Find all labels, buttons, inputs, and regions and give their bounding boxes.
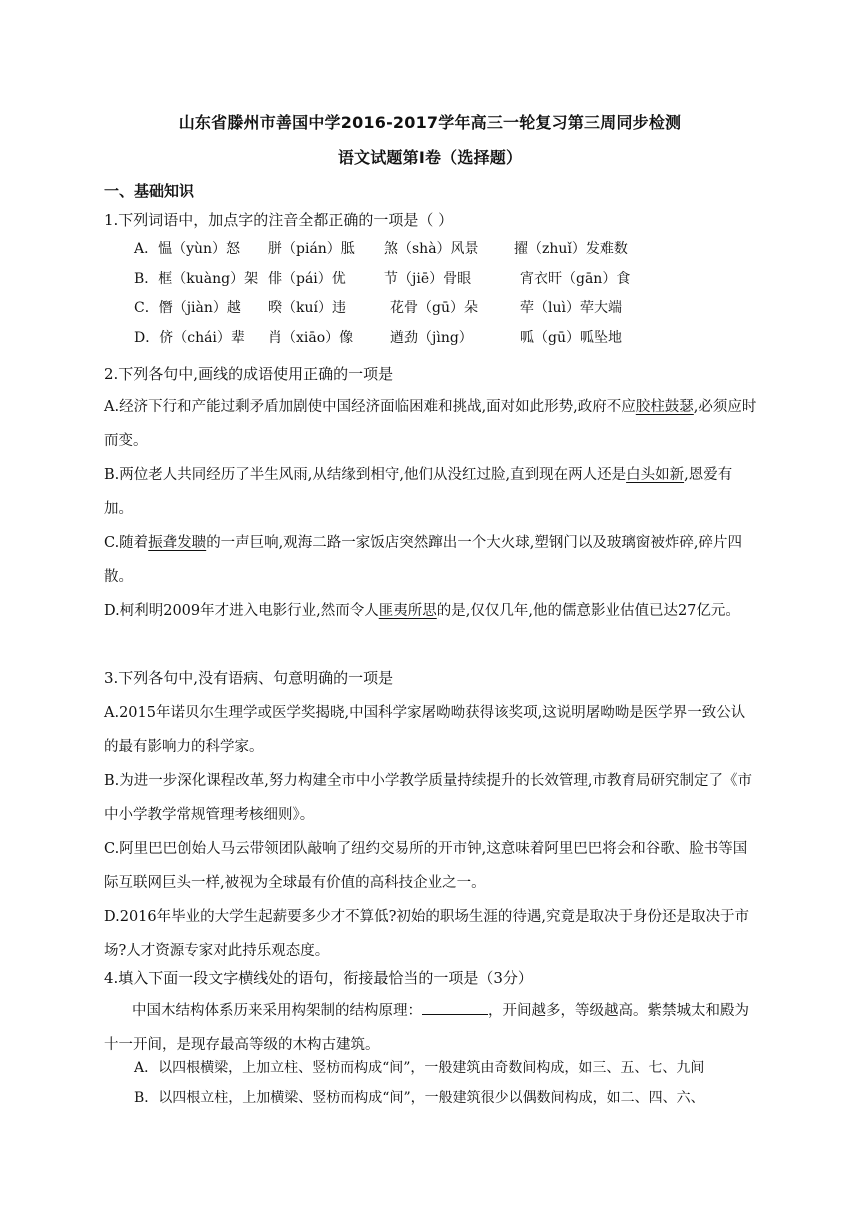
- option-d-word-2: 肖（xiāo）像: [268, 330, 354, 346]
- question-3-option-b: B.为进一步深化课程改革,努力构建全市中小学教学质量持续提升的长效管理,市教育局研究制定了《市中小学教学常规管理考核细则》。: [104, 773, 752, 823]
- question-3-option-a: A.2015年诺贝尔生理学或医学奖揭晓,中国科学家屠呦呦获得该奖项,这说明屠呦呦是医学界一致公认的最有影响力的科学家。: [104, 705, 746, 755]
- question-4-stem: 4.填入下面一段文字横线处的语句，衔接最恰当的一项是（3分）: [104, 969, 533, 987]
- q2-d-underlined-idiom: 匪夷所思: [378, 603, 437, 619]
- question-4-option-a: A．以四根横梁，上加立柱、竖枋而构成“间”，一般建筑由奇数间构成，如三、五、七、九间: [134, 1060, 705, 1076]
- document-title: 山东省滕州市善国中学2016-2017学年高三一轮复习第三周同步检测: [178, 113, 682, 132]
- question-3-stem: 3.下列各句中,没有语病、句意明确的一项是: [104, 669, 394, 687]
- question-4-option-b: B．以四根立柱，上加横梁、竖枋而构成“间”，一般建筑很少以偶数间构成，如二、四、六、: [134, 1090, 705, 1106]
- q4-passage-after-blank: ，开间越多，等级越高。紫禁城太和殿为十一开间，是现存最高等级的木构古建筑。: [104, 1003, 749, 1053]
- q2-d-text-after: 的是,仅仅几年,他的儒意影业估值已达27亿元。: [436, 603, 740, 619]
- question-1-stem: 1.下列词语中，加点字的注音全都正确的一项是（ ）: [104, 211, 454, 229]
- question-3-option-c: C.阿里巴巴创始人马云带领团队敲响了纽约交易所的开市钟,这意味着阿里巴巴将会和谷歌、脸书等国际互联网巨头一样,被视为全球最有价值的高科技企业之一。: [104, 841, 748, 891]
- option-a-word-2: 胼（pián）胝: [268, 241, 355, 257]
- option-c-word-2: 暌（kuí）违: [268, 300, 346, 316]
- question-3-option-d: D.2016年毕业的大学生起薪要多少才不算低?初始的职场生涯的待遇,究竟是取决于身份还是取决于市场?人才资源专家对此持乐观态度。: [104, 909, 749, 959]
- option-d-word-3: 遒劲（jìng）: [390, 330, 473, 346]
- document-subtitle: 语文试题第I卷（选择题）: [337, 148, 523, 167]
- question-2-stem: 2.下列各句中,画线的成语使用正确的一项是: [104, 365, 394, 383]
- q2-b-text-before: B.两位老人共同经历了半生风雨,从结缘到相守,他们从没红过脸,直到现在两人还是: [104, 467, 627, 483]
- q2-a-text-before: A.经济下行和产能过剩矛盾加剧使中国经济面临困难和挑战,面对如此形势,政府不应: [104, 399, 636, 415]
- question-2-option-a: [104, 390, 758, 458]
- option-d-word-4: 呱（gū）呱坠地: [520, 330, 622, 346]
- option-b-word-1: B．框（kuàng）架: [134, 271, 259, 287]
- q2-a-text-after: ,必须应时而变。: [104, 399, 757, 449]
- option-c-word-3: 花骨（gū）朵: [390, 300, 478, 316]
- option-a-word-1: A．愠（yùn）怒: [134, 241, 241, 257]
- q2-c-text-before: C.随着: [104, 535, 149, 551]
- option-a-word-4: 擢（zhuǐ）发难数: [514, 241, 628, 257]
- option-b-word-2: 俳（pái）优: [268, 271, 346, 287]
- section-heading-basic-knowledge: 一、基础知识: [104, 182, 195, 200]
- question-2-option-b: [104, 458, 758, 526]
- q2-c-text-after: 的一声巨响,观海二路一家饭店突然蹿出一个大火球,塑钢门以及玻璃窗被炸碎,碎片四散。: [104, 535, 743, 585]
- option-c-word-1: C．僭（jiàn）越: [134, 300, 241, 316]
- option-d-word-1: D．侪（chái）辈: [134, 330, 245, 346]
- q2-a-underlined-idiom: 胶柱鼓瑟: [635, 399, 694, 415]
- question-4-passage: [104, 994, 758, 1062]
- q4-passage-before-blank: 中国木结构体系历来采用构架制的结构原理：: [132, 1003, 422, 1019]
- q2-b-underlined-idiom: 白头如新: [626, 467, 685, 483]
- q2-c-underlined-idiom: 振聋发聩: [148, 535, 207, 551]
- option-c-word-4: 荦（luì）荦大端: [520, 300, 622, 316]
- question-2-option-d: [104, 594, 758, 628]
- option-b-word-4: 宵衣旰（gān）食: [520, 271, 631, 287]
- option-a-word-3: 煞（shà）风景: [384, 241, 479, 257]
- question-2-option-c: [104, 526, 758, 594]
- fill-in-blank: [422, 1000, 488, 1015]
- q2-b-text-after: ,恩爱有加。: [104, 467, 733, 517]
- option-b-word-3: 节（jiē）骨眼: [384, 271, 472, 287]
- q2-d-text-before: D.柯利明2009年才进入电影行业,然而令人: [104, 603, 379, 619]
